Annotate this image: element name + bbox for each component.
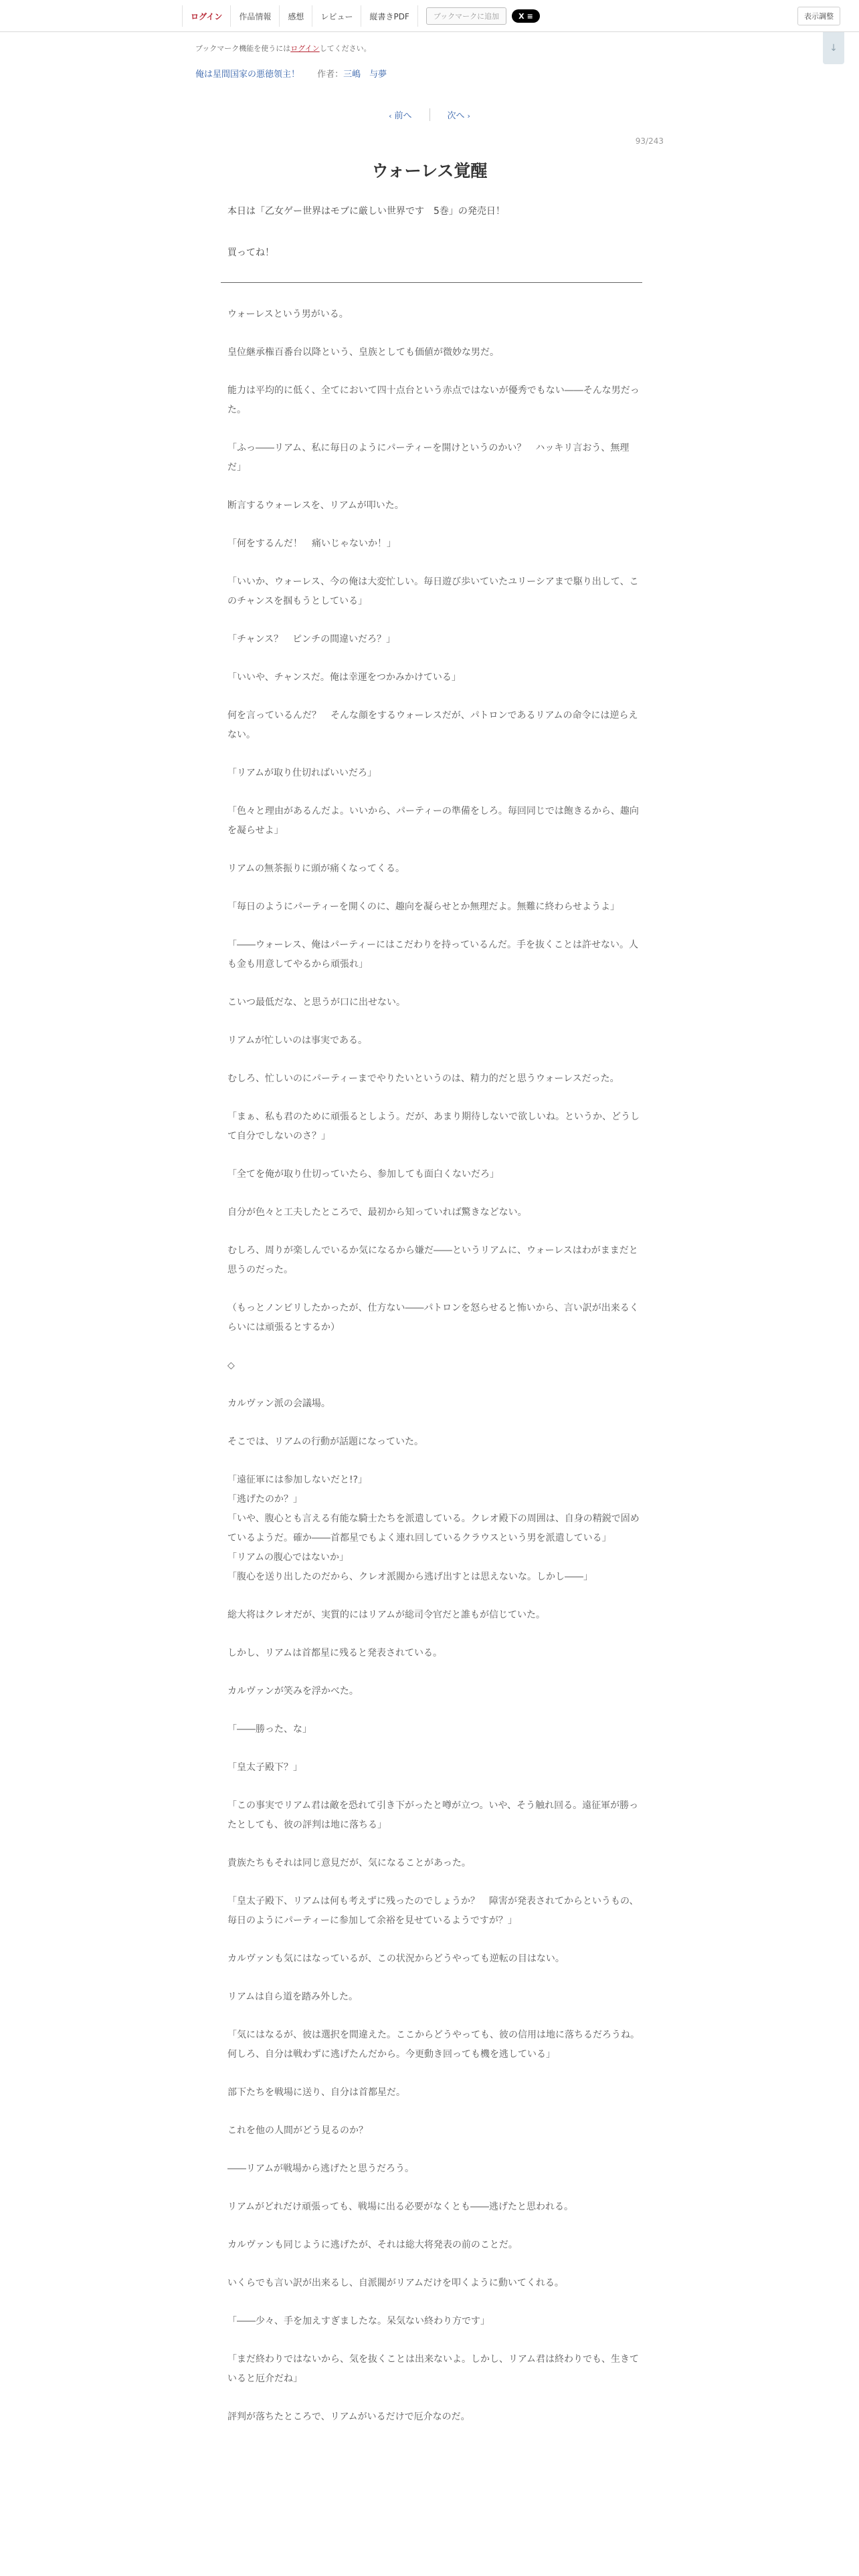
x-share-button[interactable] — [512, 9, 540, 23]
body-paragraph: 能力は平均的に低く、全てにおいて四十点台という赤点ではないが優秀でもない――そんな男だった。 — [227, 385, 640, 415]
body-paragraph: 部下たちを戦場に送り、自分は首都星だ。 — [227, 2087, 405, 2098]
body-paragraph: こいつ最低だな、と思うが口に出せない。 — [227, 997, 405, 1008]
body-paragraph: むしろ、周りが楽しんでいるか気になるから嫌だ――というリアムに、ウォーレスはわがままだと思うのだった。 — [227, 1245, 638, 1275]
body-paragraph: （もっとノンビリしたかったが、仕方ない――パトロンを怒らせると怖いから、言い訳が出来るくらいには頑張るとするか） — [227, 1303, 639, 1333]
body-paragraph: 「皇太子殿下、リアムは何も考えずに残ったのでしょうか？ 障害が発表されてからというもの、毎日のようにパーティーに参加して余裕を見せているようですが？」 — [227, 1896, 639, 1926]
body-paragraph: 「この事実でリアム君は敵を恐れて引き下がったと噂が立つ。いや、そう触れ回る。遠征軍が勝ったとしても、彼の評判は地に落ちる」 — [227, 1800, 639, 1830]
arrow-down-icon: ↓ — [830, 43, 838, 53]
episode-title: ウォーレス覚醒 — [371, 161, 488, 181]
body-paragraph: 「気にはなるが、彼は選択を間違えた。ここからどうやっても、彼の信用は地に落ちるだろうね。何しろ、自分は戦わずに逃げたんだから。今更動き回っても機を逃している」 — [227, 2030, 640, 2060]
body-paragraph: 「――ウォーレス、俺はパーティーにはこだわりを持っているんだ。手を抜くことは許せない。人も金も用意してやるから頑張れ」 — [227, 940, 639, 970]
menu-lines-icon: ≡ — [527, 11, 533, 21]
author-label: 作者： — [317, 70, 344, 80]
body-paragraph: ウォーレスという男がいる。 — [227, 309, 349, 320]
next-label: 次へ — [447, 111, 465, 121]
nav-impressions-link[interactable]: 感想 — [280, 5, 312, 27]
body-paragraph: そこでは、リアムの行動が話題になっていた。 — [227, 1436, 424, 1447]
body-paragraph: 「毎日のようにパーティーを開くのに、趣向を凝らせとか無理だよ。無難に終わらせようよ」 — [227, 901, 620, 912]
body-paragraph: リアムが忙しいのは事実である。 — [227, 1035, 368, 1046]
prev-episode-link[interactable] — [386, 108, 430, 121]
body-paragraph: リアムの無茶振りに頭が痛くなってくる。 — [227, 863, 405, 874]
body-paragraph: 何を言っているんだ？ そんな顔をするウォーレスだが、パトロンであるリアムの命令には逆らえない。 — [227, 710, 638, 740]
nav-vertical-pdf-link[interactable]: 縦書きPDF — [361, 5, 417, 27]
body-paragraph: これを他の人間がどう見るのか？ — [227, 2125, 368, 2136]
body-paragraph: リアムは自ら道を踏み外した。 — [227, 1992, 359, 2002]
body-paragraph: 「チャンス？ ピンチの間違いだろ？」 — [227, 634, 396, 645]
x-share-label: X — [518, 11, 524, 21]
body-paragraph: むしろ、忙しいのにパーティーまでやりたいというのは、精力的だと思うウォーレスだった。 — [227, 1073, 619, 1084]
notice-login-link[interactable]: ログイン — [290, 44, 320, 53]
body-paragraph: 「色々と理由があるんだよ。いいから、パーティーの準備をしろ。毎回同じでは飽きるから、趣向を凝らせよ」 — [227, 806, 639, 836]
body-paragraph: カルヴァンが笑みを浮かべた。 — [227, 1686, 359, 1697]
notice-suffix: してください。 — [319, 44, 371, 53]
body-paragraph: 「リアムの腹心ではないか」 — [227, 1552, 349, 1563]
body-paragraph: 「遠征軍には参加しないだと!?」 — [227, 1475, 368, 1485]
body-paragraph: 「ふっ――リアム、私に毎日のようにパーティーを開けというのかい？ ハッキリ言おう、無理だ」 — [227, 443, 630, 473]
body-paragraph: カルヴァンも気にはなっているが、この状況からどうやっても逆転の目はない。 — [227, 1953, 565, 1964]
body-paragraph: 皇位継承権百番台以降という、皇族としても価値が微妙な男だ。 — [227, 347, 499, 358]
body-paragraph: 断言するウォーレスを、リアムが叩いた。 — [227, 500, 404, 511]
episode-counter: 93/243 — [635, 136, 664, 146]
body-paragraph: ――リアムが戦場から逃げたと思うだろう。 — [227, 2163, 415, 2174]
body-paragraph: カルヴァン派の会議場。 — [227, 1398, 330, 1409]
body-paragraph: リアムがどれだけ頑張っても、戦場に出る必要がなくとも――逃げたと思われる。 — [227, 2202, 574, 2212]
body-paragraph: 「いいや、チャンスだ。俺は幸運をつかみかけている」 — [227, 672, 461, 683]
episode-pager — [0, 108, 859, 121]
work-info-line — [195, 67, 387, 80]
body-paragraph: 総大将はクレオだが、実質的にはリアムが総司令官だと誰もが信じていた。 — [227, 1610, 546, 1620]
body-paragraph: しかし、リアムは首都星に残ると発表されている。 — [227, 1648, 443, 1658]
body-paragraph: カルヴァンも同じように逃げたが、それは総大将発表の前のことだ。 — [227, 2240, 518, 2250]
bookmark-login-notice — [195, 43, 371, 53]
body-paragraph: 評判が落ちたところで、リアムがいるだけで厄介なのだ。 — [227, 2411, 470, 2422]
body-paragraph: ◇ — [227, 1360, 235, 1371]
prev-label: 前へ — [394, 111, 412, 121]
body-paragraph: 「腹心を送り出したのだから、クレオ派閥から逃げ出すとは思えないな。しかし――」 — [227, 1572, 593, 1582]
body-paragraph: 「いいか、ウォーレス、今の俺は大変忙しい。毎日遊び歩いていたユリーシアまで駆り出して、このチャンスを掴もうとしている」 — [227, 576, 639, 607]
chevron-right-icon: › — [467, 112, 470, 120]
body-paragraph: 「リアムが取り仕切ればいいだろ」 — [227, 768, 377, 778]
preface-paragraph: 本日は「乙女ゲー世界はモブに厳しい世界です 5巻」の発売日！ — [227, 206, 505, 217]
body-paragraph: 自分が色々と工夫したところで、最初から知っていれば驚きなどない。 — [227, 1207, 527, 1218]
body-paragraph: 「――少々、手を加えすぎましたな。呆気ない終わり方です」 — [227, 2316, 490, 2327]
notice-prefix: ブックマーク機能を使うには — [195, 44, 291, 53]
body-paragraph: 「皇太子殿下？」 — [227, 1762, 302, 1773]
body-paragraph: いくらでも言い訳が出来るし、自派閥がリアムだけを叩くように動いてくれる。 — [227, 2278, 564, 2288]
nav-login-link[interactable]: ログイン — [182, 5, 231, 27]
body-paragraph: 「逃げたのか？」 — [227, 1494, 302, 1505]
preface — [227, 203, 642, 286]
preface-divider — [221, 282, 642, 283]
author-link[interactable]: 三嶋 与夢 — [343, 70, 387, 80]
body-paragraph: 貴族たちもそれは同じ意見だが、気になることがあった。 — [227, 1858, 471, 1868]
scroll-down-button[interactable] — [823, 32, 844, 64]
body-paragraph: 「何をするんだ！ 痛いじゃないか！」 — [227, 538, 396, 549]
nav-review-link[interactable]: レビュー — [312, 5, 361, 27]
display-settings-button[interactable]: 表示調整 — [797, 7, 840, 25]
body-paragraph: 「まだ終わりではないから、気を抜くことは出来ないよ。しかし、リアム君は終わりでも、生きていると厄介だね」 — [227, 2354, 640, 2384]
body-paragraph: 「まぁ、私も君のために頑張るとしよう。だが、あまり期待しないで欲しいね。というか、どうして自分でしないのさ？」 — [227, 1111, 640, 1142]
body-paragraph: 「――勝った、な」 — [227, 1724, 312, 1735]
episode-body — [227, 305, 642, 2446]
body-paragraph: 「全てを俺が取り仕切っていたら、参加しても面白くないだろ」 — [227, 1169, 499, 1180]
work-title-link[interactable]: 俺は星間国家の悪徳領主！ — [195, 70, 300, 80]
next-episode-link[interactable] — [430, 108, 473, 121]
chevron-left-icon: ‹ — [389, 112, 392, 120]
preface-paragraph: 買ってね！ — [227, 247, 274, 258]
body-paragraph: 「いや、腹心とも言える有能な騎士たちを派遣している。クレオ殿下の周囲は、自身の精鋭で固めているようだ。確か――首都星でもよく連れ回しているクラウスという男を派遣している」 — [227, 1513, 640, 1543]
top-navigation — [0, 0, 859, 32]
nav-work-info-link[interactable]: 作品情報 — [231, 5, 280, 27]
nav-menu — [182, 5, 540, 27]
add-bookmark-button[interactable]: ブックマークに追加 — [426, 7, 506, 25]
